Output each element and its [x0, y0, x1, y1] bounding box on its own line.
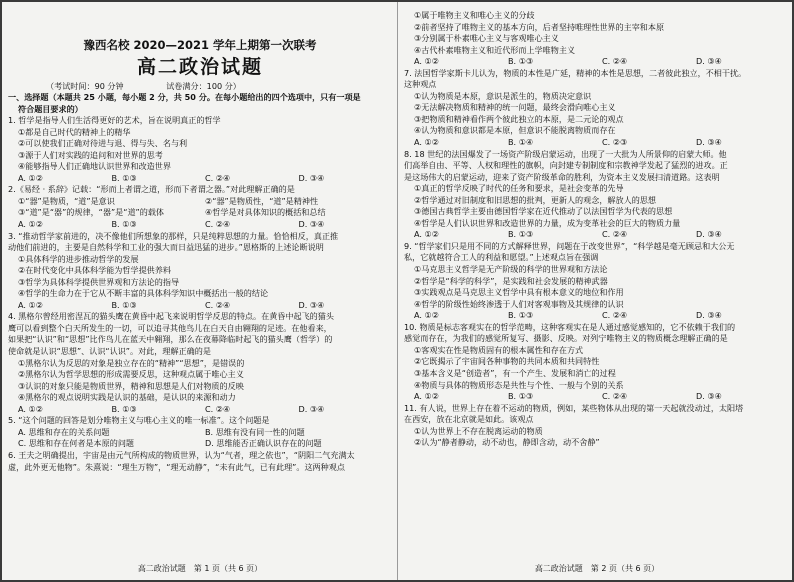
choice-item: ③实践观点是马克思主义哲学中具有根本意义的地位和作用 [414, 287, 624, 298]
question-stem: 在西安，放在北京就是如此。该观点 [404, 414, 534, 425]
answer-options [404, 229, 790, 241]
answer-option: D. ③④ [696, 56, 722, 67]
answer-option: B. ①④ [508, 137, 534, 148]
choice-item: ④哲学的生命力在于它从不断丰富的具体科学知识中概括出一般的结论 [18, 288, 269, 299]
choice-item: ③源于人们对实践的追问和对世界的思考 [18, 149, 163, 160]
question-stem: 8. 18 世纪的法国爆发了一场资产阶级启蒙运动，出现了一大批为人所景仰的启蒙大师。他 [404, 148, 727, 159]
answer-option: A. ①② [18, 219, 44, 230]
choice-item: ②可以使我们正确对待进与退、得与失、名与利 [18, 138, 188, 149]
answer-option: C. ②④ [205, 403, 231, 414]
answer-option: A. ①② [18, 299, 44, 310]
question-stem: 们高举自由、平等、人权和理性的旗帜，向封建专制制度和宗教神学发起了猛烈的进攻。正 [404, 160, 728, 171]
exam-score: 试卷满分：100 分） [166, 81, 241, 91]
answer-option: B. ①③ [508, 229, 534, 240]
choice-item: ①认为世界上不存在脱离运动的物质 [414, 425, 543, 436]
choice-item: ②哲学是“科学的科学”，是实践和社会发展的精神武器 [414, 275, 608, 286]
answer-options [404, 137, 790, 149]
choice-row [8, 438, 392, 450]
answer-options [8, 404, 392, 416]
answer-option: C. ②④ [602, 391, 628, 402]
page-2 [404, 2, 790, 580]
answer-option: A. ①② [414, 310, 440, 321]
answer-option: A. ①② [414, 137, 440, 148]
answer-option: B. ①③ [508, 391, 534, 402]
choice-item: ②“器”是物质性，“道”是精神性 [205, 195, 319, 206]
answer-option: A. ①② [18, 172, 44, 183]
choice-item: ①认为物质是本原，意识是派生的，物质决定意识 [414, 90, 592, 101]
questions-left [8, 115, 392, 473]
question-stem: 感觉而存在，为我们的感觉所复写、摄影、反映。对列宁唯物主义的物质概念理解正确的是 [404, 333, 728, 344]
choice-item: ②在时代变化中具体科学能为哲学提供养料 [18, 265, 171, 276]
answer-option: D. ③④ [696, 137, 722, 148]
page-footer: 高二政治试题 第 1 页（共 6 页） [137, 564, 263, 573]
choice-item: ①具体科学的进步推动哲学的发展 [18, 253, 139, 264]
answer-option: A. ①② [18, 403, 44, 414]
answer-option: D. ③④ [298, 299, 325, 310]
section-line: 符合题目要求的） [18, 103, 83, 114]
question-stem: 动他们前进的，主要是自然科学和工业的强大而日益迅猛的进步。”恩格斯的上述论断说明 [8, 242, 324, 253]
choice-item: ④哲学的阶级性始终渗透于人们对客观事物及其规律的认识 [414, 298, 624, 309]
choice-item: A. 思维和存在的关系问题 [18, 426, 110, 437]
question-stem: 是这场伟大的启蒙运动，迎来了资产阶级革命的胜利，为资本主义发展扫清道路。这表明 [404, 171, 720, 182]
answer-option: A. ①② [414, 56, 440, 67]
choice-item: ③认识的对象只能是物质世界，精神和思想是人们对物质的反映 [18, 380, 244, 391]
question-stem: 虚，此外更无他物”。朱熹说：“理生万物”，“理无动静”，“未有此气，已有此理”。这两种观点 [8, 461, 345, 472]
answer-option: B. ①③ [111, 299, 137, 310]
choice-item: ②它既揭示了宇宙间各种事物的共同本质和共同特性 [414, 356, 600, 367]
question-stem: 私，它就越符合工人的利益和愿望。”上述观点旨在强调 [404, 252, 599, 263]
answer-option: A. ①② [414, 391, 440, 402]
choice-item: ④能够指导人们正确地认识世界和改造世界 [18, 161, 171, 172]
choice-item: ④哲学是对具体知识的概括和总结 [205, 207, 326, 218]
question-stem: 2.《易经 · 系辞》记载：“形而上者谓之道，形而下者谓之器。”对此理解正确的是 [8, 184, 295, 195]
choice-item: ③哲学为具体科学提供世界观和方法论的指导 [18, 276, 180, 287]
choice-item: ③基本含义是“创造者”，有一个产生、发展和消亡的过程 [414, 367, 616, 378]
exam-title: 高二政治试题 [136, 56, 263, 78]
answer-option: B. ①③ [508, 56, 534, 67]
answer-option: C. ②③ [602, 137, 628, 148]
questions-right [404, 10, 790, 449]
answer-option: B. ①③ [508, 310, 534, 321]
page-divider [397, 2, 398, 580]
answer-options [404, 310, 790, 322]
answer-option: C. ②④ [205, 219, 231, 230]
question-stem: 4. 黑格尔曾经用密涅瓦的猫头鹰在黄昏中起飞来说明哲学反思的特点。在黄昏中起飞的猫头 [8, 311, 334, 322]
question-stem: 如果把“认识”和“思想”比作鸟儿在蓝天中翱翔，那么在夜幕降临时起飞的猫头鹰（哲学）的 [8, 334, 333, 345]
choice-item: ①客观实在性是物质固有的根本属性和存在方式 [414, 344, 584, 355]
exam-sheet [2, 2, 792, 580]
answer-options [404, 391, 790, 403]
answer-options [8, 173, 392, 185]
choice-item: ④黑格尔的观点说明实践是认识的基础，是认识的来源和动力 [18, 392, 236, 403]
question-stem: 10. 物质是标志客观实在的哲学范畴，这种客观实在是人通过感觉感知的，它不依赖于我们的 [404, 321, 736, 332]
answer-option: D. ③④ [696, 391, 722, 402]
choice-item: ④物质与具体的物质形态是共性与个性、一般与个别的关系 [414, 379, 624, 390]
choice-item: ②前者坚持了唯物主义的基本方向，后者坚持唯理性世界的主宰和本原 [414, 21, 665, 32]
choice-item: C. 思维和存在何者是本原的问题 [18, 438, 135, 449]
answer-option: B. ①③ [111, 219, 137, 230]
choice-item: ④古代朴素唯物主义和近代形而上学唯物主义 [414, 44, 576, 55]
choice-item: ②认为“静者静动，动不动也，静即含动，动不舍静” [414, 437, 600, 448]
exam-time: （考试时间：90 分钟 [46, 81, 124, 91]
question-stem: 这种观点 [404, 79, 437, 90]
question-stem: 使命就是认识“思想”、认识“认识”。对此，理解正确的是 [8, 346, 211, 357]
choice-item: B. 思维有没有同一性的问题 [205, 426, 305, 437]
answer-option: B. ①③ [111, 403, 137, 414]
choice-row [8, 196, 392, 208]
choice-row [8, 427, 392, 439]
question-stem: 7. 法国哲学家斯卡儿认为，物质的本性是广延，精神的本性是思想，二者彼此独立，不相干扰。 [404, 67, 747, 78]
choice-item: ④哲学是人们认识世界和改造世界的力量，成为变革社会的巨大的物质力量 [414, 217, 681, 228]
answer-option: C. ②④ [602, 56, 628, 67]
choice-item: ①马克思主义哲学是无产阶级的科学的世界观和方法论 [414, 264, 608, 275]
choice-item: ①“器”是物质，“道”是意识 [18, 195, 115, 206]
answer-option: D. ③④ [696, 229, 722, 240]
answer-option: D. ③④ [298, 403, 325, 414]
answer-option: B. ①③ [111, 172, 137, 183]
question-stem: 鹰可以看到整个白天所发生的一切，可以追寻其他鸟儿在白天自由翱翔的足迹。在他看来， [8, 322, 332, 333]
answer-options [8, 219, 392, 231]
answer-option: C. ②④ [602, 310, 628, 321]
question-stem: 1. 哲学是指导人们生活得更好的艺术，旨在说明真正的哲学 [8, 115, 221, 126]
answer-options [404, 56, 790, 68]
answer-option: C. ②④ [205, 299, 231, 310]
answer-option: C. ②④ [602, 229, 628, 240]
question-stem: 3. “推动哲学家前进的，决不像他们所想象的那样，只是纯粹思想的力量。恰恰相反，真正推 [8, 230, 339, 241]
question-stem: 6. 王夫之明确提出，宇宙是由元气所构成的物质世界，认为“气者，理之依也”，“阴阳二气充满太 [8, 449, 355, 460]
answer-option: D. ③④ [298, 219, 325, 230]
question-stem: 5. “这个问题的回答是划分唯物主义与唯心主义的唯一标准”。这个问题是 [8, 415, 270, 426]
answer-option: C. ②④ [205, 172, 231, 183]
choice-item: ②黑格尔认为哲学思想的形成需要反思，这种观点属于唯心主义 [18, 369, 244, 380]
exam-meta [46, 80, 392, 92]
choice-item: ③德国古典哲学主要由德国哲学家在近代推动了以法国哲学为代表的思想 [414, 206, 673, 217]
choice-item: ③把物质和精神看作两个彼此独立的本原，是二元论的观点 [414, 113, 624, 124]
answer-option: A. ①② [414, 229, 440, 240]
choice-item: ①黑格尔认为反思的对象是独立存在的“精神”“思想”，是错误的 [18, 357, 245, 368]
choice-item: ③“道”是“器”的规律，“器”是“道”的载体 [18, 207, 165, 218]
choice-item: ②哲学通过对旧制度和旧思想的批判，更新人的观念，解放人的思想 [414, 194, 656, 205]
page-footer: 高二政治试题 第 2 页（共 6 页） [534, 564, 660, 573]
page-1 [8, 2, 392, 580]
choice-item: D. 思维能否正确认识存在的问题 [205, 438, 322, 449]
question-stem: 11. 有人说，世界上存在着不运动的物质，例如，某些物体从出现的第一天起就没动过，太阳塔 [404, 402, 744, 413]
choice-item: ①属于唯物主义和唯心主义的分歧 [414, 10, 535, 20]
question-stem: 9. “哲学家们只是用不同的方式解释世界，问题在于改变世界”，“科学越是毫无顾忌和大公无 [404, 240, 735, 251]
section-heading [8, 92, 392, 115]
choice-item: ①都是自己时代的精神上的精华 [18, 126, 131, 137]
choice-item: ②无法解决物质和精神的统一问题，最终会滑向唯心主义 [414, 102, 616, 113]
answer-options [8, 300, 392, 312]
school-header: 豫西名校 2020—2021 学年上期第一次联考 [83, 38, 317, 52]
answer-option: D. ③④ [696, 310, 722, 321]
choice-item: ①真正的哲学反映了时代的任务和要求，是社会变革的先导 [414, 183, 624, 194]
section-line: 一、选择题（本题共 25 小题，每小题 2 分，共 50 分。在每小题给出的四个选项中，只有一项是 [8, 92, 361, 102]
answer-option: D. ③④ [298, 172, 325, 183]
choice-item: ④认为物质和意识都是本原，但意识不能脱离物质而存在 [414, 125, 616, 136]
choice-row [8, 207, 392, 219]
choice-item: ③分别属于朴素唯心主义与客观唯心主义 [414, 33, 559, 44]
